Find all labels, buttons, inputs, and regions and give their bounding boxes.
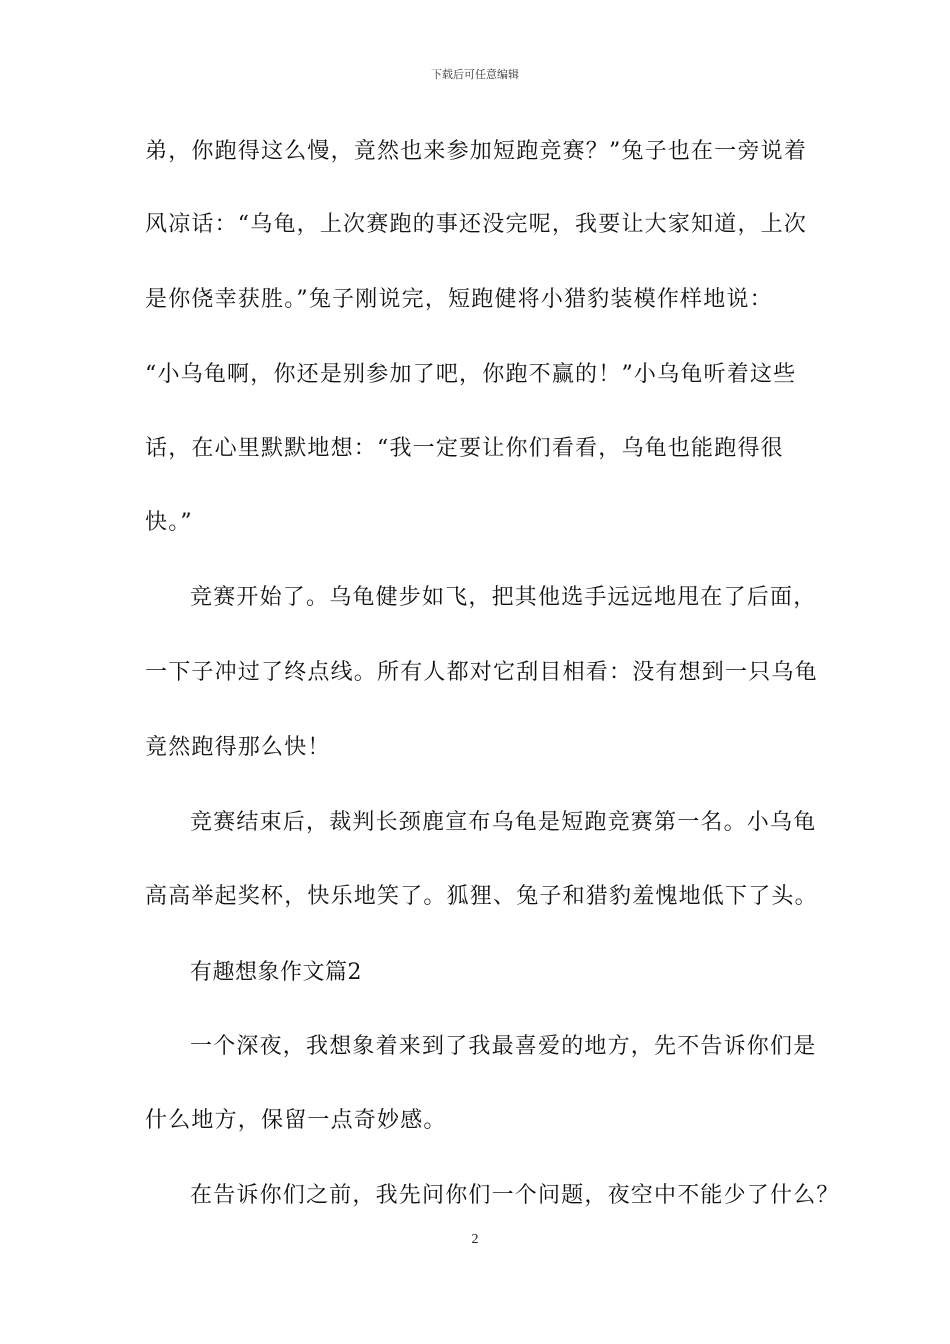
- paragraph-line: 快。”: [145, 510, 193, 535]
- page-header: 下载后可任意编辑: [431, 68, 519, 81]
- paragraph-line: 竞赛结束后，裁判长颈鹿宣布乌龟是短跑竞赛第一名。小乌龟: [190, 810, 817, 835]
- paragraph-line: 什么地方，保留一点奇妙感。: [145, 1108, 447, 1133]
- paragraph-line: 风凉话：“乌龟，上次赛跑的事还没完呢，我要让大家知道，上次: [145, 212, 808, 237]
- paragraph-line: 竞赛开始了。乌龟健步如飞，把其他选手远远地甩在了后面，: [190, 585, 817, 610]
- paragraph-line: 弟，你跑得这么慢，竟然也来参加短跑竞赛？”兔子也在一旁说着: [145, 139, 808, 164]
- paragraph-line: 是你侥幸获胜。”兔子刚说完，短跑健将小猎豹装模作样地说：: [145, 287, 773, 312]
- paragraph-line: 高高举起奖杯，快乐地笑了。狐狸、兔子和猎豹羞愧地低下了头。: [145, 884, 818, 909]
- paragraph-line: 竟然跑得那么快！: [145, 735, 331, 760]
- paragraph-line: “小乌龟啊，你还是别参加了吧，你跑不赢的！”小乌龟听着这些: [145, 362, 797, 387]
- section-heading: 有趣想象作文篇2: [190, 960, 362, 985]
- paragraph-line: 一下子冲过了终点线。所有人都对它刮目相看：没有想到一只乌龟: [145, 660, 818, 685]
- paragraph-line: 话，在心里默默地想：“我一定要让你们看看，乌龟也能跑得很: [145, 436, 784, 461]
- page-number: 2: [471, 1232, 479, 1247]
- paragraph-line: 一个深夜，我想象着来到了我最喜爱的地方，先不告诉你们是: [190, 1034, 817, 1059]
- paragraph-line: 在告诉你们之前，我先问你们一个问题，夜空中不能少了什么？: [190, 1183, 840, 1208]
